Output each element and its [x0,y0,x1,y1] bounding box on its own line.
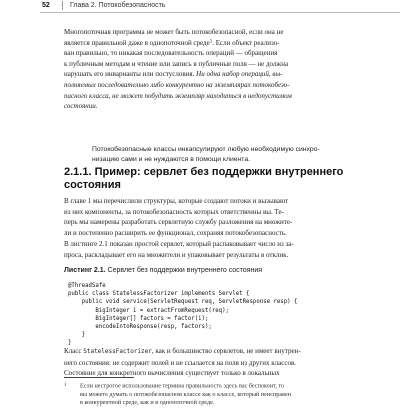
text-line: В листинге 2.1 показан простой сервлет, который распаковывает число из за- [64,240,294,248]
code-line: @ThreadSafe [68,283,106,289]
text-line: проса, раскладывает его на множители и упаковывает результаты в отклик. [64,250,289,259]
callout-line: низацию сами и не нуждаются в помощи клиента. [92,155,250,163]
code-line: public void service(ServletRequest req, ServletResponse resp) { [68,299,298,306]
after-listing-paragraph [64,346,360,379]
text-fragment: Класс [64,347,84,355]
text-line: ван правильно, то никакая последовательность операций — обращения [64,49,278,58]
text-line: перь мы намерены разработать сервлетную службу разложения на множите- [64,218,293,227]
text-fragment: является правильной даже в однопоточной среде [64,38,210,47]
text-line: из них компоненты, за потокобезопасность которых ответственны вы. Те- [64,207,284,216]
footnote-divider [64,377,134,378]
footnote-line: в конкурентной среде, как и в однопоточной среде. [80,399,215,407]
footnote-marker: 1 [64,383,67,388]
footnote-line: вы можете думать о потокобезопасном классе как о классе, который неисправен [80,390,292,398]
emphasis-line: состоянии. [64,102,98,111]
text-fragment: . Если объект реализо- [212,38,280,47]
section-heading [64,166,364,192]
text-line: к публичным методам и чтение или запись в публичные поля — не должна [64,59,289,68]
page-number: 52 [42,2,50,9]
listing-intro-paragraph [64,239,360,260]
code-line: } [68,340,72,347]
text-line: Многопоточная программа не может быть потокобезопасной, если она не [64,28,284,36]
chapter1-paragraph [64,196,360,238]
emphasis-line: полняемых последовательно либо конкурентно на экземплярах потокобезо- [64,80,290,89]
callout-note [92,145,342,164]
code-line: encodeIntoResponse(resp, factors); [68,324,212,331]
intro-paragraph [64,27,360,112]
footnote-line [64,382,364,391]
code-line: public class StatelessFactorizer implements Servlet { [68,291,250,298]
emphasis-line: пасного класса, не может побудить экземпляр находиться в недопустимом [64,91,292,100]
text-line [64,346,360,358]
text-line: В главе 1 мы перечислили структуры, которые создают потоки и вызывают [64,197,289,205]
text-line: него состояния: не содержит полей и не ссылается на поля из других классов. [64,358,296,367]
footnote [64,382,364,408]
code-line: BigInteger[] factors = factor(i); [68,315,209,322]
emphasis-text: Ни одна набор операций, вы- [196,70,283,79]
footnote-ref[interactable]: 1 [209,39,213,45]
text-fragment: Если нестрогое использование термина правильность здесь вас беспокоит, то [80,382,285,390]
chapter-title: Глава 2. Потокобезопасность [70,2,166,9]
inline-code: StatelessFactorizer [83,348,152,355]
text-line [64,38,360,49]
section-heading-line: состояния [64,179,121,191]
running-header [40,0,400,13]
callout-line: Потокобезопасные классы инкапсулируют любую необходимую синхро- [92,146,320,153]
code-line: BigInteger i = extractFromRequest(req); [68,307,229,314]
text-line: ли и постепенно расширить ее функционал, сохраняя потокобезопасность. [64,228,287,237]
text-fragment: нарушать его инварианты или постусловия. [64,70,197,79]
code-listing [68,282,297,348]
header-divider [62,1,63,10]
text-fragment: , как и большинство сервлетов, не имеет внутрен- [151,347,301,355]
listing-caption [64,266,262,276]
text-line: Состояние для конкретного вычисления существует только в локальных [64,369,280,378]
section-heading-line: 2.1.1. Пример: сервлет без поддержки внутреннего [64,166,344,178]
code-line: } [68,332,86,339]
listing-label: Листинг 2.1. [64,267,106,274]
listing-caption-text: Сервлет без поддержки внутреннего состояния [105,267,263,274]
text-line [64,69,360,80]
